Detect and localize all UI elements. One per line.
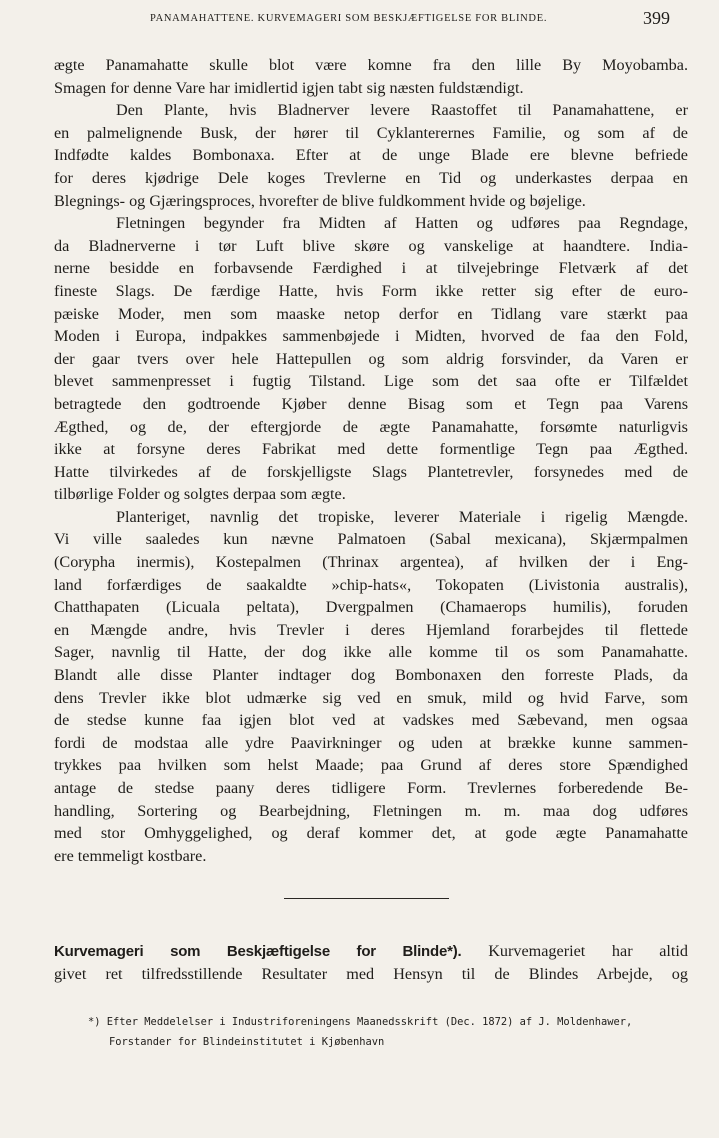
page-header xyxy=(0,10,719,36)
paragraph-start: Planteriget, navnlig det tropiske, leverer Materiale i rigelig Mængde. xyxy=(116,507,688,526)
text-line: ægte Panamahatte skulle blot være komne fra den lille By Moyobamba. xyxy=(54,56,688,74)
text-line: Smagen for denne Vare har imidlertid igjen tabt sig næsten fuldstændigt. xyxy=(54,78,524,97)
footnote-line: Forstander for Blindeinstitutet i Kjøbenhavn xyxy=(109,1036,385,1048)
text-line: blevet sammenpresset i fugtig Tilstand. Lige som det saa ofte er Tilfældet xyxy=(54,372,688,391)
text-line: de stedse kunne faa igjen blot ved at vadskes med Sæbevand, men ogsaa xyxy=(54,711,688,730)
text-line: da Bladnerverne i tør Luft blive skøre og vanskelige at haandtere. India- xyxy=(54,236,688,255)
text-line: trykkes paa hvilken som helst Maade; paa Grund af deres store Spændighed xyxy=(54,756,688,775)
text-line: Vi ville saaledes kun nævne Palmatoen (Sabal mexicana), Skjærmpalmen xyxy=(54,530,688,549)
text-line: Moden i Europa, indpakkes sammenbøjede i Midten, hvorved de faa den Fold, xyxy=(54,327,688,346)
section-kurvemageri xyxy=(54,940,688,986)
text-line: Chatthapaten (Licuala peltata), Dvergpalmen (Chamaerops humilis), foruden xyxy=(54,598,688,617)
text-line: Ægthed, og de, der eftergjorde de ægte Panamahatte, forsømte naturligvis xyxy=(54,417,688,436)
footnote xyxy=(88,1012,688,1052)
text-line: antage de stedse paany deres tidligere Form. Trevlernes forberedende Be- xyxy=(54,779,688,797)
paragraph-start: Den Plante, hvis Bladnerver levere Raastoffet til Panamahattene, er xyxy=(116,101,688,120)
text-line: nerne besidde en forbavsende Færdighed i at tilvejebringe Fletværk af det xyxy=(54,259,688,278)
section-first-line-text: Kurvemageriet har altid xyxy=(488,942,688,960)
text-line: Indfødte kaldes Bombonaxa. Efter at de unge Blade ere blevne befriede xyxy=(54,146,688,165)
running-head: PANAMAHATTENE. KURVEMAGERI SOM BESKJÆFTIGELSE FOR BLINDE. xyxy=(150,13,548,24)
article-body xyxy=(54,54,688,867)
paragraph-start: Fletningen begynder fra Midten af Hatten og udføres paa Regndage, xyxy=(116,214,688,233)
footnote-line: *) Efter Meddelelser i Industriforeningens Maanedsskrift (Dec. 1872) af J. Moldenhawer, xyxy=(88,1016,633,1028)
text-line: ikke at forsyne deres Fabrikat med dette formentlige Tegn paa Ægthed. xyxy=(54,440,688,459)
section-first-line xyxy=(54,940,688,963)
text-line: ere temmeligt kostbare. xyxy=(54,846,207,865)
text-line: handling, Sortering og Bearbejdning, Fletningen m. m. maa dog udføres xyxy=(54,801,688,820)
text-line: der gaar tvers over hele Hattepullen og som aldrig forsvinder, da Varen er xyxy=(54,349,688,368)
text-line: (Corypha inermis), Kostepalmen (Thrinax argentea), af hvilken der i Eng- xyxy=(54,553,688,572)
text-line: Blandt alle disse Planter indtager dog Bombonaxen den forreste Plads, da xyxy=(54,666,688,685)
text-line: givet ret tilfredsstillende Resultater med Hensyn til de Blindes Arbejde, og xyxy=(54,965,688,983)
text-line: pæiske Moder, men som maaske netop derfor en Tidlang vare stærkt paa xyxy=(54,304,688,323)
section-divider xyxy=(284,898,449,899)
text-line: dens Trevler ikke blot udmærke sig ved en smuk, mild og hvid Farve, som xyxy=(54,688,688,707)
text-line: fineste Slags. De færdige Hatte, hvis Form ikke retter sig efter de euro- xyxy=(54,281,688,300)
text-line: Blegnings- og Gjæringsproces, hvorefter de blive fuldkomment hvide og bøjelige. xyxy=(54,191,586,210)
text-line: betragtede den godtroende Kjøber denne Bisag som et Tegn paa Varens xyxy=(54,394,688,413)
text-line: for deres kjødrige Dele koges Trevlerne en Tid og underkastes derpaa en xyxy=(54,168,688,187)
text-line: tilbørlige Folder og solgtes derpaa som ægte. xyxy=(54,485,346,504)
text-line: med stor Omhyggelighed, og deraf kommer det, at gode ægte Panamahatte xyxy=(54,824,688,843)
text-line: Sager, navnlig til Hatte, der dog ikke alle komme til os som Panamahatte. xyxy=(54,643,688,662)
text-line: Hatte tilvirkedes af de forskjelligste Slags Plantetrevler, forsynedes med de xyxy=(54,462,688,481)
page-number: 399 xyxy=(643,8,670,28)
text-line: fordi de modstaa alle ydre Paavirkninger og uden at brække kunne sammen- xyxy=(54,733,688,752)
text-line: land forfærdiges de saakaldte »chip-hats«, Tokopaten (Livistonia australis), xyxy=(54,575,688,594)
text-line: en Mængde andre, hvis Trevler i deres Hjemland forarbejdes til flettede xyxy=(54,620,688,639)
section-heading: Kurvemageri som Beskjæftigelse for Blinde*). xyxy=(54,943,462,960)
text-line: en palmelignende Busk, der hører til Cyklanterernes Familie, og som af de xyxy=(54,123,688,142)
